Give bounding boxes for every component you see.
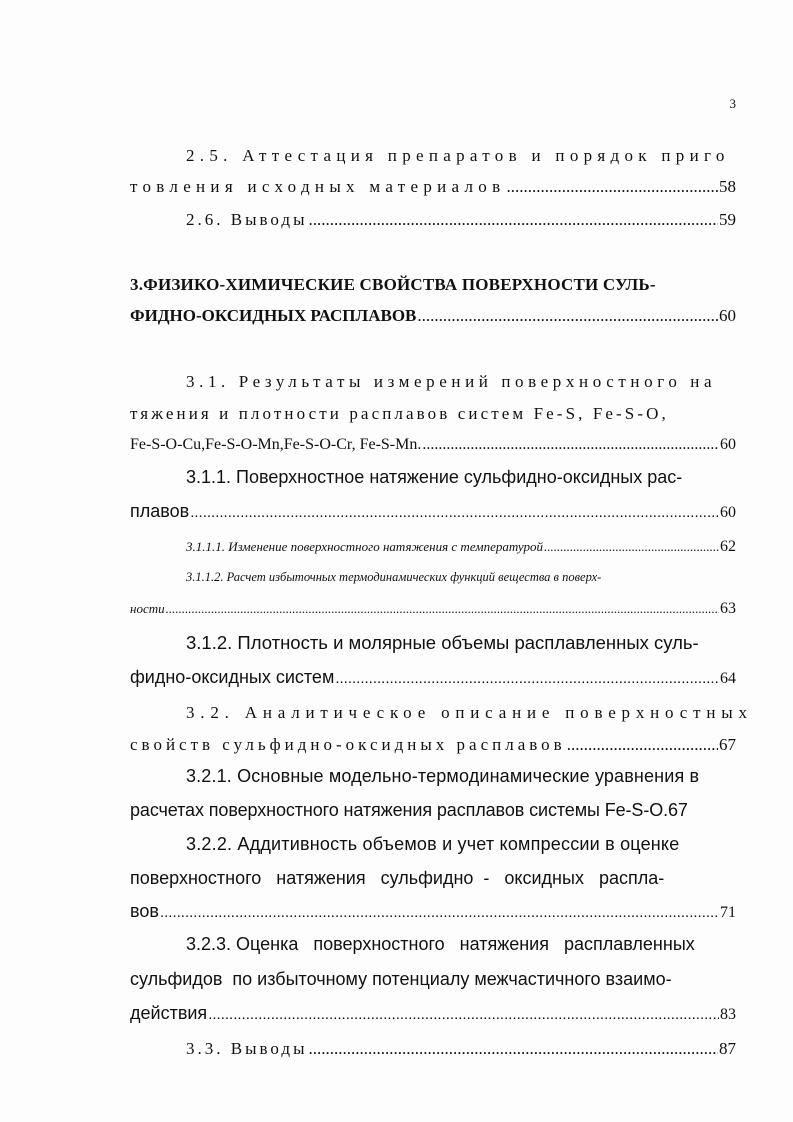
- toc-entry-3-1: [186, 372, 736, 392]
- toc-text: 3.2.1. Основные модельно-термодинамические уравнения в: [186, 766, 700, 786]
- toc-entry-3-1-cont2: [130, 436, 736, 454]
- toc-text: плавов: [130, 501, 190, 521]
- toc-entry-3-2-3: [186, 934, 736, 955]
- toc-entry-3-2-2-cont2: [130, 901, 736, 922]
- toc-text: 3.2. Аналитическое описание поверхностных: [186, 703, 753, 722]
- page-number: 3: [729, 96, 736, 111]
- toc-entry-3-3: [186, 1039, 736, 1059]
- toc-text: свойств сульфидно-оксидных расплавов: [130, 735, 566, 754]
- leader-dots: [309, 1039, 718, 1059]
- toc-entry-2-6: [186, 210, 736, 230]
- toc-page: 58: [719, 177, 736, 196]
- toc-entry-3-1-1-2-cont: [130, 600, 736, 618]
- toc-text: 3.1.2. Плотность и молярные объемы расплавленных суль-: [186, 632, 699, 653]
- chapter-text: ФИДНО-ОКСИДНЫХ РАСПЛАВОВ: [130, 306, 417, 325]
- toc-entry-3-2: [186, 703, 753, 723]
- toc-page: 60: [719, 306, 736, 325]
- toc-page: 83: [720, 1006, 736, 1023]
- toc-page: 60: [720, 504, 736, 521]
- toc-page: 60: [720, 436, 736, 453]
- toc-page: 71: [720, 904, 736, 921]
- toc-text: поверхностного натяжения сульфидно - оксидных распла-: [130, 868, 665, 888]
- leader-dots: [166, 601, 719, 617]
- toc-text: 3.1. Результаты измерений поверхностного на: [186, 372, 717, 391]
- toc-text: 2.5. Аттестация препаратов и порядок приго: [186, 146, 730, 165]
- toc-page: 62: [720, 538, 736, 555]
- toc-text: Fe-S-O-Cu,Fe-S-O-Mn,Fe-S-O-Cr, Fe-S-Mn.: [130, 436, 422, 453]
- leader-dots: [422, 436, 719, 454]
- toc-entry-3-2-3-cont2: [130, 1003, 736, 1024]
- toc-entry-3-1-1-1: [186, 538, 736, 556]
- toc-text: 3.1.1. Поверхностное натяжение сульфидно-оксидных рас-: [186, 467, 683, 487]
- toc-page: 59: [719, 210, 736, 229]
- toc-entry-3-1-1: [186, 467, 736, 488]
- toc-entry-2-5-cont: [130, 177, 736, 197]
- toc-text: 2.6. Выводы: [186, 210, 308, 229]
- leader-dots: [417, 306, 718, 326]
- toc-page: 63: [720, 600, 736, 617]
- toc-entry-3-1-1-cont: [130, 501, 736, 522]
- toc-entry-3-2-3-cont: [130, 969, 736, 990]
- chapter-text: 3.ФИЗИКО-ХИМИЧЕСКИЕ СВОЙСТВА ПОВЕРХНОСТИ СУЛЬ-: [130, 275, 656, 294]
- leader-dots: [160, 904, 719, 921]
- leader-dots: [544, 539, 719, 555]
- toc-text: 3.3. Выводы: [186, 1039, 308, 1058]
- toc-text: тяжения и плотности расплавов систем Fe-S, Fe-S-O,: [130, 404, 669, 423]
- leader-dots: [190, 504, 719, 521]
- toc-entry-3-1-2: [186, 632, 736, 654]
- toc-entry-3-2-1-cont: [130, 800, 736, 821]
- leader-dots: [567, 735, 718, 755]
- toc-entry-3-1-2-cont: [130, 667, 736, 688]
- toc-entry-3-2-2: [186, 834, 736, 855]
- toc-entry-2-5: [186, 146, 736, 166]
- toc-text: 3.1.1.2. Расчет избыточных термодинамических функций вещества в поверх-: [186, 570, 602, 584]
- toc-text: 3.1.1.1. Изменение поверхностного натяжения с температурой: [186, 539, 543, 554]
- leader-dots: [506, 177, 718, 197]
- toc-entry-3-2-cont: [130, 735, 736, 755]
- toc-page: 67: [719, 735, 736, 754]
- toc-text: фидно-оксидных систем: [130, 667, 335, 687]
- toc-text: вов: [130, 901, 159, 921]
- chapter-3-title-cont: [130, 306, 736, 326]
- chapter-3-title: [130, 275, 736, 295]
- leader-dots: [335, 670, 719, 687]
- toc-entry-3-1-cont: [130, 404, 736, 424]
- toc-text: товления исходных материалов: [130, 177, 506, 196]
- toc-text: сульфидов по избыточному потенциалу межчастичного взаимо-: [130, 969, 672, 989]
- leader-dots: [309, 210, 718, 230]
- toc-entry-3-1-1-2: [186, 570, 736, 585]
- toc-text: расчетах поверхностного натяжения расплавов системы Fe-S-O.67: [130, 800, 688, 820]
- toc-text: 3.2.2. Аддитивность объемов и учет компрессии в оценке: [186, 834, 680, 854]
- toc-text: действия: [130, 1003, 208, 1023]
- toc-text: 3.2.3. Оценка поверхностного натяжения расплавленных: [186, 934, 695, 954]
- leader-dots: [208, 1006, 719, 1023]
- toc-entry-3-2-1: [186, 766, 736, 787]
- toc-text: ности: [130, 601, 165, 616]
- toc-entry-3-2-2-cont: [130, 868, 736, 889]
- toc-page: 87: [719, 1039, 736, 1058]
- toc-page: 64: [720, 670, 736, 687]
